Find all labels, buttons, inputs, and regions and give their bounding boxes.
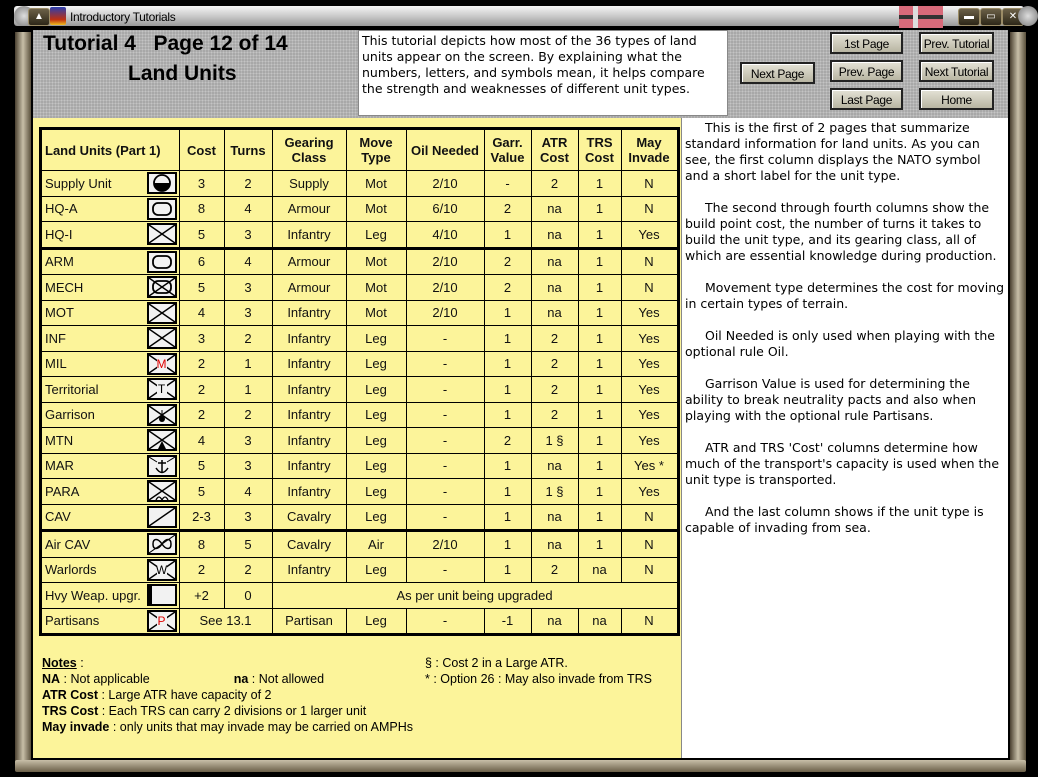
next-tutorial-button[interactable]: Next Tutorial [919,60,994,82]
move-type-cell: Leg [346,402,406,428]
garrison-cell: 1 [484,222,531,249]
symbol-letter: T [157,382,166,397]
page-subtitle: Land Units [128,62,237,85]
garrison-symbol-icon [147,404,177,426]
header-gearing-class: Gearing Class [272,129,346,171]
note-asterisk: * : Option 26 : May also invade from TRS [425,672,652,686]
oil-cell: 2/10 [406,275,484,301]
cost-cell: 3 [179,171,224,197]
header-trs-cost: TRS Cost [578,129,621,171]
garrison-cell: 1 [484,402,531,428]
window-frame-right [1010,32,1026,762]
unit-symbol-cell [145,479,180,505]
garrison-cell: - [484,171,531,197]
table-row [41,196,679,222]
explanation-paragraph: This is the first of 2 pages that summarize standard information for land units. As you can see, the first column displays the NATO symbol and a short label for the unit type. [685,120,981,183]
app-icon [50,7,66,25]
unit-symbol-cell [145,300,180,326]
explanation-paragraph: And the last column shows if the unit type is capable of invading from sea. [685,504,984,535]
gearing-cell: Infantry [272,402,346,428]
unit-symbol-cell [145,557,180,583]
gearing-cell: Partisan [272,608,346,635]
prev-page-button[interactable]: Prev. Page [830,60,903,82]
invade-cell: Yes [621,222,678,249]
gearing-cell: Armour [272,275,346,301]
invade-cell: Yes [621,351,678,377]
cost-cell: 8 [179,531,224,558]
invade-cell: Yes [621,377,678,403]
turns-cell: 4 [224,248,272,275]
oil-cell: - [406,326,484,352]
oil-cell: 2/10 [406,171,484,197]
table-row [41,300,679,326]
intro-text: This tutorial depicts how most of the 36 types of land units appear on the screen. By explaining what the numbers, letters, and symbols mean, it helps compare the strength and weaknesses of different unit types. [358,30,728,116]
invade-cell: N [621,196,678,222]
oil-cell: 2/10 [406,248,484,275]
atr-cell: na [531,453,578,479]
marine-symbol-icon [147,455,177,477]
trs-cell: 1 [578,171,621,197]
turns-cell: 3 [224,300,272,326]
atr-cell: na [531,196,578,222]
cost-cell: 2 [179,351,224,377]
move-type-cell: Leg [346,453,406,479]
note-na-lower-text: : Not allowed [248,672,325,686]
note-na-key: NA [42,672,61,686]
gearing-cell: Infantry [272,557,346,583]
trs-cell: 1 [578,377,621,403]
atr-cell: 2 [531,326,578,352]
last-page-button[interactable]: Last Page [830,88,903,110]
unit-name: ARM [41,248,145,275]
invade-cell: Yes * [621,453,678,479]
invade-cell: N [621,275,678,301]
unit-symbol-cell [145,171,180,197]
oil-cell: - [406,377,484,403]
window-frame-left [15,32,31,762]
unit-name: CAV [41,504,145,531]
trs-cell: 1 [578,504,621,531]
gearing-cell: Armour [272,248,346,275]
move-type-cell: Leg [346,222,406,249]
unit-symbol-cell [145,248,180,275]
unit-symbol-cell [145,196,180,222]
turns-cell: 2 [224,557,272,583]
note-invade-key: May invade [42,720,110,734]
land-units-panel [33,118,681,758]
atr-cell: 2 [531,171,578,197]
unit-symbol-cell [145,377,180,403]
atr-cell: na [531,248,578,275]
home-button[interactable]: Home [919,88,994,110]
gearing-cell: Supply [272,171,346,197]
restore-button[interactable]: ▭ [980,8,1002,26]
cost-cell: 3 [179,326,224,352]
garrison-cell: 1 [484,557,531,583]
header-garr-value: Garr. Value [484,129,531,171]
unit-symbol-cell [145,222,180,249]
oil-cell: - [406,351,484,377]
armour-symbol-icon [147,251,177,273]
tutorial-header [33,30,1008,118]
atr-cell: na [531,531,578,558]
unit-symbol-cell [145,351,180,377]
garrison-cell: 2 [484,196,531,222]
turns-cell: 3 [224,504,272,531]
invade-cell: Yes [621,326,678,352]
gearing-cell: Infantry [272,453,346,479]
heavy-weapons-symbol-icon [147,584,177,606]
armour-hq-symbol-icon [147,198,177,220]
table-row [41,479,679,505]
oil-cell: 4/10 [406,222,484,249]
explanation-paragraph: Garrison Value is used for determining the ability to break neutrality pacts and also when playing with the optional rule Partisans. [685,376,976,423]
table-row [41,326,679,352]
garrison-cell: 1 [484,453,531,479]
table-row [41,377,679,403]
header-land-units: Land Units (Part 1) [41,129,180,171]
first-page-button[interactable]: 1st Page [830,32,903,54]
turns-cell: 2 [224,402,272,428]
note-atr-key: ATR Cost [42,688,99,702]
garrison-cell: 1 [484,504,531,531]
move-type-cell: Leg [346,557,406,583]
gearing-cell: Infantry [272,326,346,352]
gearing-cell: Infantry [272,479,346,505]
atr-cell: na [531,300,578,326]
move-type-cell: Leg [346,479,406,505]
trs-cell: 1 [578,402,621,428]
table-row [41,402,679,428]
table-row [41,557,679,583]
table-row [41,504,679,531]
trs-cell: 1 [578,531,621,558]
notes-left: Notes : NA : Not applicable na : Not allowed ATR Cost : Large ATR have capacity of 2 TRS Cost : Each TRS can carry 2 divisions or 1 larger unit May invade : only units that may invade may be carried on AMPHs [42,656,414,734]
turns-cell: 1 [224,377,272,403]
cost-cell: 5 [179,275,224,301]
invade-cell: N [621,248,678,275]
gearing-cell: Cavalry [272,531,346,558]
infantry-hq-symbol-icon [147,223,177,245]
move-type-cell: Mot [346,171,406,197]
gearing-cell: Infantry [272,428,346,454]
symbol-letter: P [157,613,166,628]
window-menu-button[interactable]: ▲ [28,8,50,26]
table-row [41,171,679,197]
trs-cell: 1 [578,275,621,301]
garrison-cell: 1 [484,351,531,377]
oil-cell: - [406,453,484,479]
cost-cell: 4 [179,428,224,454]
move-type-cell: Leg [346,326,406,352]
invade-cell: Yes [621,402,678,428]
unit-name: MIL [41,351,145,377]
garrison-cell: 1 [484,326,531,352]
invade-cell: Yes [621,479,678,505]
atr-cell: 1 § [531,479,578,505]
move-type-cell: Leg [346,377,406,403]
notes-title: Notes [42,656,77,670]
oil-cell: - [406,428,484,454]
cost-cell: 6 [179,248,224,275]
header-turns: Turns [224,129,272,171]
oil-cell: - [406,608,484,635]
table-row [41,608,679,635]
atr-cell: 1 § [531,428,578,454]
unit-symbol-cell [145,402,180,428]
notes-right [425,655,652,687]
header-may-invade: May Invade [621,129,678,171]
note-invade-text: : only units that may invade may be carried on AMPHs [109,720,414,734]
oil-cell: 6/10 [406,196,484,222]
move-type-cell: Mot [346,196,406,222]
invade-cell: N [621,608,678,635]
unit-name: HQ-I [41,222,145,249]
oil-cell: 2/10 [406,531,484,558]
table-row [41,222,679,249]
unit-symbol-cell [145,428,180,454]
cost-cell: 4 [179,300,224,326]
atr-cell: 2 [531,557,578,583]
close-button[interactable]: ✕ [1002,8,1024,26]
air-cavalry-symbol-icon [147,533,177,555]
motorized-symbol-icon [147,302,177,324]
unit-name: Supply Unit [41,171,145,197]
unit-symbol-cell [145,275,180,301]
unit-name: MTN [41,428,145,454]
garrison-cell: -1 [484,608,531,635]
note-na-text: : Not applicable [60,672,150,686]
cost-cell: 5 [179,479,224,505]
minimize-button[interactable]: ▬ [958,8,980,26]
trs-cell: na [578,608,621,635]
unit-symbol-cell [145,504,180,531]
window-title: Introductory Tutorials [70,10,176,24]
note-na-lower-key: na [233,672,249,686]
unit-symbol-cell [145,583,180,609]
infantry-symbol-icon [147,327,177,349]
trs-cell: 1 [578,351,621,377]
gearing-cell: Infantry [272,351,346,377]
cost-cell: 5 [179,222,224,249]
atr-cell: na [531,504,578,531]
turns-cell: 0 [224,583,272,609]
cost-cell: 5 [179,453,224,479]
cost-cell: 2 [179,377,224,403]
atr-cell: 2 [531,402,578,428]
supply-symbol-icon [147,172,177,194]
next-page-button[interactable]: Next Page [740,62,815,84]
invade-cell: N [621,557,678,583]
turns-cell: 3 [224,428,272,454]
table-row [41,275,679,301]
trs-cell: 1 [578,222,621,249]
unit-name: INF [41,326,145,352]
note-section-symbol: § : Cost 2 in a Large ATR. [425,656,568,670]
gearing-cell: Armour [272,196,346,222]
turns-cell: 3 [224,453,272,479]
note-trs-text: : Each TRS can carry 2 divisions or 1 larger unit [98,704,367,718]
unit-symbol-cell [145,453,180,479]
unit-name: Air CAV [41,531,145,558]
unit-name: HQ-A [41,196,145,222]
invade-cell: Yes [621,428,678,454]
garrison-cell: 1 [484,531,531,558]
symbol-letter: W [155,562,168,577]
cost-cell: +2 [179,583,224,609]
gearing-cell: Cavalry [272,504,346,531]
paratrooper-symbol-icon [147,480,177,502]
trs-cell: 1 [578,248,621,275]
explanation-paragraph: The second through fourth columns show the build point cost, the number of turns it takes to build the unit type, and its gearing class, all of which are essential knowledge during production. [685,200,997,263]
explanation-paragraph: ATR and TRS 'Cost' columns determine how much of the transport's capacity is used when the unit type is transported. [685,440,1000,487]
table-row [41,428,679,454]
explanation-paragraph: Oil Needed is only used when playing with the optional rule Oil. [685,328,995,359]
unit-name: MOT [41,300,145,326]
unit-name: Hvy Weap. upgr. [41,583,145,609]
trs-cell: 1 [578,300,621,326]
note-atr-text: : Large ATR have capacity of 2 [98,688,272,702]
unit-name: MECH [41,275,145,301]
turns-cell: 2 [224,326,272,352]
window-knob-icon [1018,6,1038,26]
cost-cell: 2 [179,402,224,428]
oil-cell: - [406,479,484,505]
unit-name: Garrison [41,402,145,428]
span-note-cell: As per unit being upgraded [272,583,678,609]
warlords-symbol-icon [147,559,177,581]
window-frame-bottom [15,760,1026,772]
trs-cell: 1 [578,196,621,222]
move-type-cell: Mot [346,275,406,301]
move-type-cell: Mot [346,300,406,326]
explanation-panel [681,118,1008,758]
table-row [41,583,679,609]
cost-cell: 8 [179,196,224,222]
turns-cell: 4 [224,479,272,505]
turns-cell: 4 [224,196,272,222]
move-type-cell: Mot [346,248,406,275]
table-header-row [41,129,679,171]
move-type-cell: Air [346,531,406,558]
garrison-cell: 2 [484,275,531,301]
garrison-cell: 1 [484,377,531,403]
flag-icon [899,6,943,28]
unit-name: MAR [41,453,145,479]
move-type-cell: Leg [346,428,406,454]
prev-tutorial-button[interactable]: Prev. Tutorial [919,32,994,54]
trs-cell: 1 [578,326,621,352]
atr-cell: 2 [531,351,578,377]
gearing-cell: Infantry [272,222,346,249]
partisan-symbol-icon [147,610,177,632]
cost-cell: 2 [179,557,224,583]
land-units-table [39,127,680,636]
note-trs-key: TRS Cost [42,704,99,718]
invade-cell: Yes [621,300,678,326]
table-row [41,351,679,377]
oil-cell: - [406,557,484,583]
atr-cell: 2 [531,377,578,403]
move-type-cell: Leg [346,351,406,377]
explanation-paragraph: Movement type determines the cost for moving in certain types of terrain. [685,280,1005,311]
move-type-cell: Leg [346,608,406,635]
header-cost: Cost [179,129,224,171]
unit-symbol-cell [145,608,180,635]
garrison-cell: 1 [484,479,531,505]
invade-cell: N [621,531,678,558]
header-oil-needed: Oil Needed [406,129,484,171]
unit-name: Territorial [41,377,145,403]
unit-symbol-cell [145,326,180,352]
table-row [41,248,679,275]
militia-symbol-icon [147,353,177,375]
unit-name: Warlords [41,557,145,583]
unit-symbol-cell [145,531,180,558]
garrison-cell: 2 [484,428,531,454]
mountain-symbol-icon [147,429,177,451]
atr-cell: na [531,275,578,301]
oil-cell: 2/10 [406,300,484,326]
table-row [41,531,679,558]
invade-cell: N [621,504,678,531]
title-bar [0,0,1038,32]
page-title: Tutorial 4 Page 12 of 14 [43,32,288,55]
trs-cell: na [578,557,621,583]
oil-cell: - [406,504,484,531]
cost-turns-cell: See 13.1 [179,608,272,635]
garrison-cell: 2 [484,248,531,275]
trs-cell: 1 [578,453,621,479]
mech-symbol-icon [147,276,177,298]
turns-cell: 5 [224,531,272,558]
unit-name: PARA [41,479,145,505]
cost-cell: 2-3 [179,504,224,531]
atr-cell: na [531,222,578,249]
invade-cell: N [621,171,678,197]
unit-name: Partisans [41,608,145,635]
symbol-letter: M [156,356,167,371]
territorial-symbol-icon [147,378,177,400]
table-row [41,453,679,479]
move-type-cell: Leg [346,504,406,531]
turns-cell: 3 [224,222,272,249]
trs-cell: 1 [578,479,621,505]
garrison-cell: 1 [484,300,531,326]
gearing-cell: Infantry [272,377,346,403]
turns-cell: 2 [224,171,272,197]
trs-cell: 1 [578,428,621,454]
cavalry-symbol-icon [147,506,177,528]
header-atr-cost: ATR Cost [531,129,578,171]
gearing-cell: Infantry [272,300,346,326]
oil-cell: - [406,402,484,428]
turns-cell: 1 [224,351,272,377]
atr-cell: na [531,608,578,635]
header-move-type: Move Type [346,129,406,171]
turns-cell: 3 [224,275,272,301]
